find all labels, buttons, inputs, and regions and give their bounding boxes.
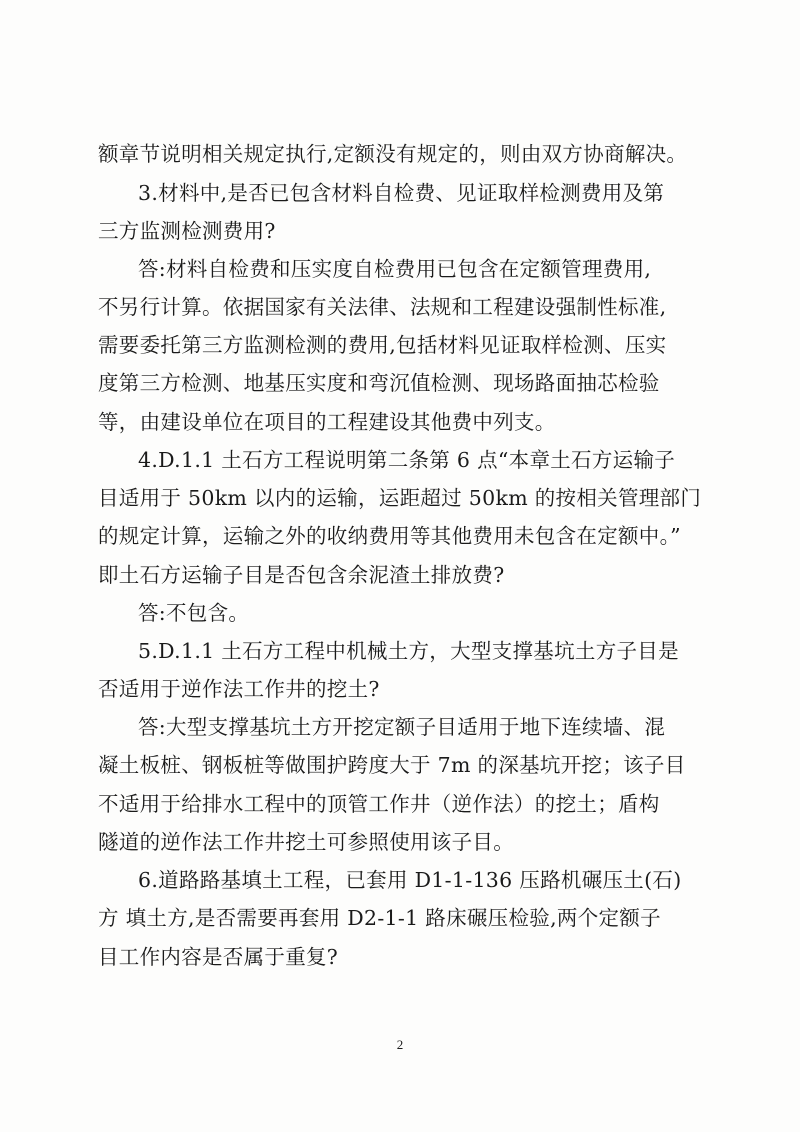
text-line: 的规定计算，运输之外的收纳费用等其他费用未包含在定额中。” <box>98 524 681 548</box>
text-line: 额章节说明相关规定执行,定额没有规定的，则由双方协商解决。 <box>98 142 688 166</box>
text-line: 三方监测检测费用? <box>98 219 276 243</box>
answer-3: 答:材料自检费和压实度自检费用已包含在定额管理费用, <box>138 257 652 281</box>
text-line: 方 填土方,是否需要再套用 D2-1-1 路床碾压检验,两个定额子 <box>98 906 661 930</box>
text-line: 需要委托第三方监测检测的费用,包括材料见证取样检测、压实 <box>98 333 667 357</box>
text-line: 即土石方运输子目是否包含余泥渣土排放费? <box>98 563 505 587</box>
question-4-heading: 4.D.1.1 土石方工程说明第二条第 6 点“本章土石方运输子 <box>138 448 676 472</box>
answer-4: 答:不包含。 <box>138 601 250 625</box>
question-3-heading: 3.材料中,是否已包含材料自检费、见证取样检测费用及第 <box>138 181 665 205</box>
text-line: 凝土板桩、钢板桩等做围护跨度大于 7m 的深基坑开挖；该子目 <box>98 753 686 777</box>
text-line: 隧道的逆作法工作井挖土可参照使用该子目。 <box>98 830 514 854</box>
text-line: 不适用于给排水工程中的顶管工作井（逆作法）的挖土；盾构 <box>98 792 660 816</box>
text-line: 目工作内容是否属于重复? <box>98 945 339 969</box>
text-line: 不另行计算。依据国家有关法律、法规和工程建设强制性标准, <box>98 295 667 319</box>
text-line: 等，由建设单位在项目的工程建设其他费中列支。 <box>98 410 556 434</box>
page-number: 2 <box>396 1037 404 1052</box>
text-line: 度第三方检测、地基压实度和弯沉值检测、现场路面抽芯检验 <box>98 371 660 395</box>
question-5-heading: 5.D.1.1 土石方工程中机械土方，大型支撑基坑土方子目是 <box>138 639 679 663</box>
question-6-heading: 6.道路路基填土工程，已套用 D1-1-136 压路机碾压土(石) <box>138 868 682 892</box>
text-line: 目适用于 50km 以内的运输，运距超过 50km 的按相关管理部门 <box>98 486 702 510</box>
answer-5: 答:大型支撑基坑土方开挖定额子目适用于地下连续墙、混 <box>138 715 666 739</box>
text-line: 否适用于逆作法工作井的挖土? <box>98 677 380 701</box>
